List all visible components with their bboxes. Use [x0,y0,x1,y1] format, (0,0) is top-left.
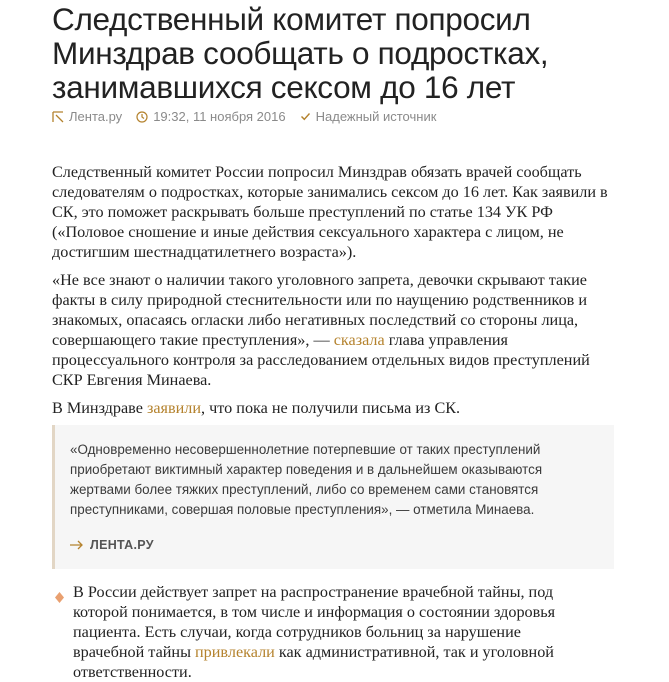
paragraph-2-text-b: глава управления процессуального контроля за расследованием отдельных видов преступлений СКР Евгения Минаева. [52,331,590,389]
meta-datetime [136,109,285,124]
paragraph-3-text-b: , что пока не получили письма из СК. [201,399,461,417]
quote-source-link[interactable] [70,538,154,552]
article-title: Следственный комитет попросил Минздрав сообщать о подростках, занимавшихся сексом до 16 лет [52,1,549,105]
source-icon [52,111,64,123]
quote-source-label: ЛЕНТА.РУ [90,538,154,552]
link-privlekali[interactable]: привлекали [195,643,275,661]
meta-trust [300,109,437,124]
paragraph-4 [73,582,593,682]
paragraph-2-text-a: «Не все знают о наличии такого уголовного запрета, девочки скрывают такие факты в силу природной стеснительности или по наущению родственников и знакомых, опасаясь огласки либо негативных последствий со стороны лица, совершающего такие преступления», — [52,271,588,349]
clock-icon [136,111,148,123]
paragraph-1: Следственный комитет России попросил Минздрав обязать врачей сообщать следователям о подростках, которые занимались сексом до 16 лет. Как заявили в СК, это поможет раскрывать больше преступлений по статье 134 УК РФ («Половое сношение и иные действия сексуального характера с лицом, не достигшим шестнадцатилетнего возраста»). [52,163,608,261]
meta-datetime-label: 19:32, 11 ноября 2016 [153,109,286,124]
meta-source[interactable] [52,109,122,124]
article-meta [52,109,450,124]
quote-block [52,425,614,569]
paragraph-3 [52,398,612,418]
link-zayavili[interactable]: заявили [146,399,202,417]
arrow-right-icon [70,540,84,550]
meta-trust-label: Надежный источник [315,109,437,124]
paragraph-3-text-a: В Минздраве [52,399,147,417]
link-skazala[interactable]: сказала [333,331,385,349]
paragraph-2 [52,270,612,390]
quote-text: «Одновременно несовершеннолетние потерпевшие от таких преступлений приобретают виктимный характер поведения и в дальнейшем оказываются жертвами более тяжких преступлений, либо со временем сами становятся преступниками, совершая половые преступления», — отметила Минаева. [70,442,543,517]
diamond-bullet-icon [52,590,67,605]
paragraph-4-text-b: как административной, так и уголовной ответственности. [73,643,554,681]
check-icon [300,111,311,122]
meta-source-label: Лента.ру [69,109,123,124]
paragraph-4-text-a: В России действует запрет на распространение врачебной тайны, под которой понимается, в том числе и информация о состоянии здоровья пациента. Есть случаи, когда сотрудников больниц за нарушение врачебной тайны [73,583,556,661]
